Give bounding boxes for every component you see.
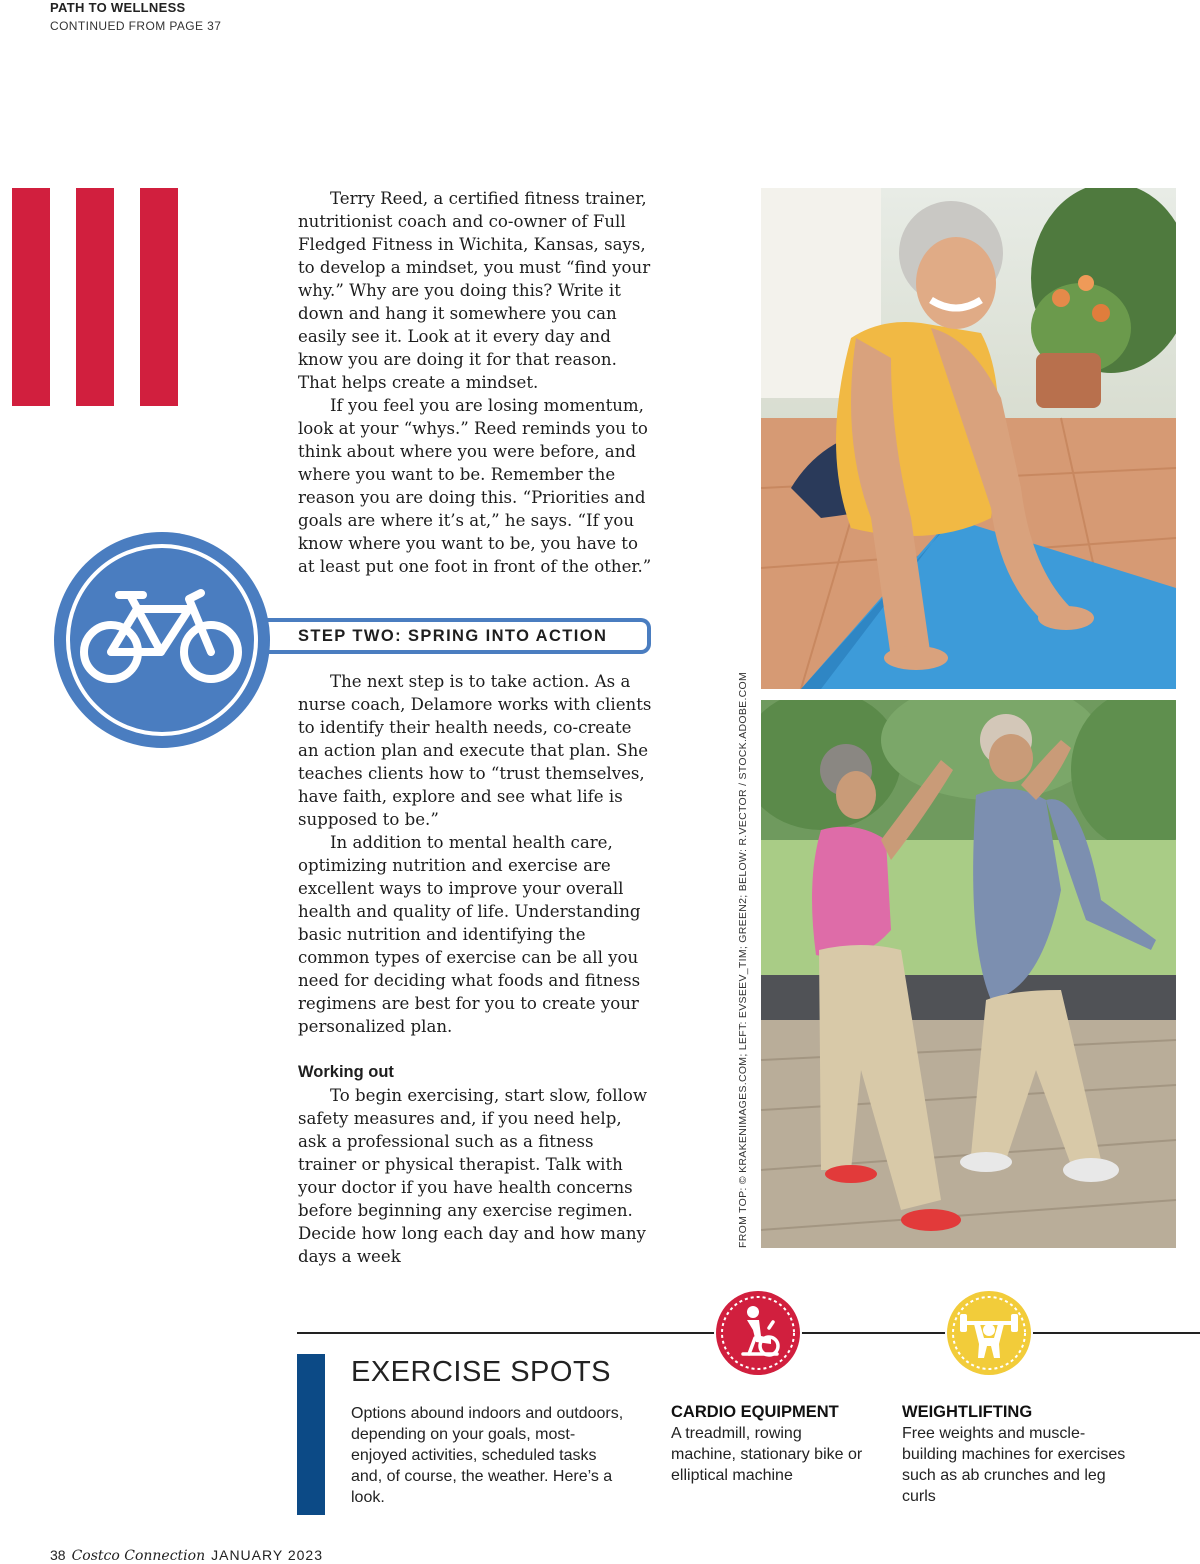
subhead: Working out — [298, 1063, 394, 1081]
bicycle-icon — [49, 527, 275, 753]
body-paragraph: The next step is to take action. As a nurse coach, Delamore works with clients to identify their health needs, co-create an action plan and execute that plan. She teaches clients how to “trust themselves, have faith, explore and see what life is supposed to be.” — [298, 672, 652, 829]
body-paragraph: If you feel you are losing momentum, look at your “whys.” Reed reminds you to think about where you were before, and where you want to be. Remember the reason you are doing this. “Priorities and goals are where it’s at,” he says. “If you know where you want to be, you have to at least put one foot in front of the other.” — [298, 396, 652, 576]
sidebar-title: EXERCISE SPOTS — [351, 1356, 612, 1388]
red-stripe-decoration — [12, 188, 50, 406]
step-heading: STEP TWO: SPRING INTO ACTION — [298, 627, 608, 645]
stationary-bike-icon — [713, 1288, 803, 1378]
issue-date: JANUARY 2023 — [211, 1547, 323, 1563]
body-paragraph: Terry Reed, a certified fitness trainer, nutritionist coach and co-owner of Full Fledged Fitness in Wichita, Kansas, says, to develop a mindset, you must “find your why.” Why are you doing this? Write it down and hang it somewhere you can easily see it. Look at it every day and know you are doing it for that reason. That helps create a mindset. — [298, 189, 651, 392]
red-stripe-decoration — [140, 188, 178, 406]
article-column-1 — [298, 187, 654, 578]
cardio-description: A treadmill, rowing machine, stationary bike or elliptical machine — [671, 1425, 863, 1484]
yoga-photo — [761, 188, 1176, 689]
body-paragraph: To begin exercising, start slow, follow safety measures and, if you need help, ask a professional such as a fitness trainer or physical therapist. Talk with your doctor if you have health concerns before beginning any exercise regimen. Decide how long each day and how many days a week — [298, 1086, 648, 1266]
magazine-name: Costco Connection — [71, 1548, 206, 1564]
article-column-3 — [298, 1084, 654, 1268]
cardio-heading: CARDIO EQUIPMENT — [671, 1403, 839, 1421]
red-stripe-decoration — [76, 188, 114, 406]
tai-chi-photo — [761, 700, 1176, 1248]
section-kicker: PATH TO WELLNESS — [50, 0, 186, 15]
sidebar-intro: Options abound indoors and outdoors, depending on your goals, most-enjoyed activities, scheduled tasks and, of course, the weather. Here’s a look. — [351, 1405, 624, 1506]
page-folio — [50, 1547, 323, 1564]
weightlifting-description: Free weights and muscle-building machines for exercises such as ab crunches and leg curls — [902, 1425, 1126, 1505]
navy-accent-bar — [297, 1354, 325, 1515]
weightlifter-icon — [944, 1288, 1034, 1378]
page-number: 38 — [50, 1547, 66, 1563]
article-column-2 — [298, 670, 654, 1038]
body-paragraph: In addition to mental health care, optimizing nutrition and exercise are excellent ways to improve your overall health and quality of life. Understanding basic nutrition and identifying the common types of exercise can be all you need for deciding what foods and fitness regimens are best for you to create your personalized plan. — [298, 833, 641, 1036]
continued-line: CONTINUED FROM PAGE 37 — [50, 19, 222, 33]
photo-credit: FROM TOP: © KRAKENIMAGES.COM; LEFT: EVSEEV_TIM; GREEN2; BELOW: R.VECTOR / STOCK.ADOBE.COM — [737, 671, 749, 1248]
weightlifting-heading: WEIGHTLIFTING — [902, 1403, 1033, 1421]
